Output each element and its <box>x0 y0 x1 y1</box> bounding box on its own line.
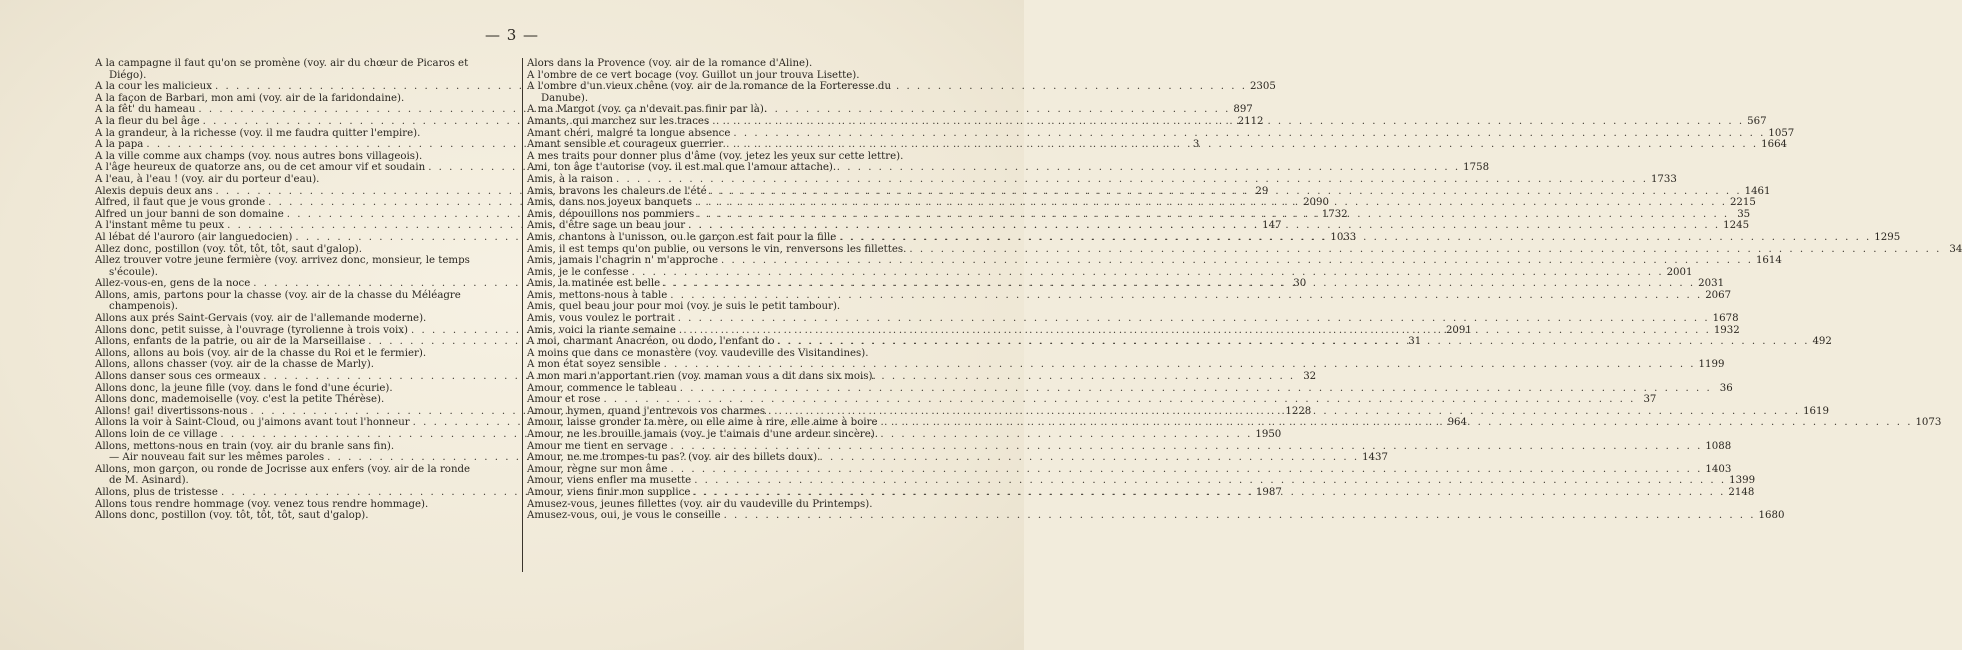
entry-number: 1619 <box>1803 405 1829 417</box>
dot-leader <box>670 464 1702 476</box>
entry-title: Allons, allons chasser (voy. air de la chasse de Marly). <box>95 359 374 371</box>
entry-title: Amusez-vous, oui, je vous le conseille <box>527 510 721 522</box>
dot-leader <box>616 174 1648 186</box>
entry-title: Amis, d'être sage un beau jour <box>527 220 686 232</box>
index-entry <box>95 128 519 140</box>
index-entry <box>95 313 519 325</box>
entry-title: A moi, charmant Anacréon, ou dodo, l'enfant do <box>527 336 775 348</box>
dot-leader <box>680 383 1712 395</box>
entry-title: Allons, plus de tristesse <box>95 486 218 498</box>
entry-title: Allons, amis, partons pour la chasse (voy. air de la chasse du Méléagre <box>95 289 461 301</box>
entry-number: 32 <box>1303 371 1317 383</box>
entry-number: 1614 <box>1755 255 1782 267</box>
dot-leader <box>909 244 1941 256</box>
entry-number: 1733 <box>1650 173 1677 185</box>
entry-number: 36 <box>1719 382 1733 394</box>
index-entry <box>527 359 1725 371</box>
index-entry <box>95 499 519 511</box>
entry-title: Amis, vous voulez le portrait <box>527 313 675 325</box>
entry-title: Amis, mettons-nous à table <box>527 289 668 301</box>
entry-number: 2112 <box>1237 115 1264 127</box>
index-entry <box>527 151 951 163</box>
index-entry <box>95 93 519 105</box>
entry-title: Alfred, il faut que je vous gronde <box>95 197 266 209</box>
dot-leader <box>710 186 1742 198</box>
dot-leader <box>726 139 1758 151</box>
dot-leader <box>603 394 1635 406</box>
dot-leader <box>724 510 1756 522</box>
dot-leader <box>688 220 1720 232</box>
entry-number: 1057 <box>1768 127 1795 139</box>
entry-continuation: champenois). <box>109 301 178 313</box>
entry-title: Amis, il est temps qu'on publie, ou versons le vin, renversons les fillettes. <box>527 243 907 255</box>
entry-number: 1088 <box>1705 440 1732 452</box>
dot-leader <box>712 116 1744 128</box>
index-entry <box>95 244 519 256</box>
index-entry <box>527 127 1795 140</box>
index-entry <box>527 255 1782 267</box>
index-entry <box>527 475 1756 487</box>
entry-number: 2148 <box>1728 486 1755 498</box>
index-entry <box>527 429 951 441</box>
index-entry <box>527 139 1788 151</box>
entry-title: Amour, ne me trompes-tu pas? (voy. air des billets doux). <box>527 452 821 464</box>
index-entry <box>95 290 519 313</box>
entry-title: Allons, mettons-nous en train (voy. air du branle sans fin). <box>95 440 395 452</box>
entry-title: Allons la voir à Saint-Cloud, ou j'aimons avant tout l'honneur <box>95 417 410 429</box>
entry-title: A la campagne il faut qu'on se promène (voy. air du chœur de Picaros et <box>95 58 469 69</box>
entry-title: Allons, enfants de la patrie, ou air de la Marseillaise <box>95 336 366 348</box>
entry-title: Al lébat dé l'auroro (air languedocien) <box>95 231 293 243</box>
dot-leader <box>721 255 1753 267</box>
entry-title: Allez-vous-en, gens de la noce <box>95 278 251 290</box>
entry-number: 1950 <box>1255 429 1282 440</box>
entry-title: Amour, laisse gronder ta mère, ou elle aime à rire, elle aime à boire <box>527 417 878 429</box>
dot-leader <box>697 209 1729 221</box>
entry-number: 1732 <box>1321 208 1348 220</box>
entry-title: A mes traits pour donner plus d'âme (voy. jetez les yeux sur cette lettre). <box>527 150 904 162</box>
index-entry <box>527 510 1785 522</box>
index-entry <box>527 266 1693 279</box>
entry-title: Allons! gai! divertissons-nous <box>95 405 248 417</box>
entry-title: Amour, règne sur mon âme <box>527 463 668 475</box>
entry-continuation: de M. Asinard). <box>109 475 189 487</box>
index-entry <box>527 243 1962 256</box>
entry-title: Amour me tient en servage <box>527 440 668 452</box>
entry-title: Amour, viens finir mon supplice <box>527 486 691 498</box>
entry-number: 2305 <box>1249 81 1276 93</box>
entry-title: Amis, dans nos joyeux banquets <box>527 197 692 209</box>
entry-number: 1664 <box>1761 139 1788 151</box>
entry-number: 1678 <box>1712 313 1739 325</box>
entry-title: A ma Margot (voy. ça n'devait pas finir par là). <box>527 104 768 116</box>
dot-leader <box>694 475 1726 487</box>
entry-title: Allons donc, petit suisse, à l'ouvrage (tyrolienne à trois voix) <box>95 324 408 336</box>
dot-leader <box>679 325 1711 337</box>
entry-title: Allons donc, la jeune fille (voy. dans le fond d'une écurie). <box>95 382 393 394</box>
entry-title: Allons, allons au bois (voy. air de la chasse du Roi et le fermier). <box>95 347 427 359</box>
entry-number: 2031 <box>1698 278 1725 290</box>
entry-number: 2091 <box>1445 324 1472 336</box>
entry-title: Allez donc, postillon (voy. tôt, tôt, tôt, saut d'galop). <box>95 243 362 255</box>
dot-leader <box>678 313 1710 325</box>
entry-number: 1932 <box>1713 324 1740 336</box>
dot-leader <box>778 336 1810 348</box>
entry-number: 1437 <box>1362 452 1388 464</box>
entry-number: 1073 <box>1915 417 1942 429</box>
entry-title: A l'eau, à l'eau ! (voy. air du porteur d'eau). <box>95 173 320 185</box>
index-entry <box>527 463 1732 476</box>
index-entry <box>527 348 951 360</box>
entry-number: 1987 <box>1255 486 1282 498</box>
entry-number: 1680 <box>1758 510 1785 522</box>
entry-title: A la fêt' du hameau <box>95 104 196 116</box>
entry-title: Amour et rose <box>527 394 601 406</box>
entry-title: A la fleur du bel âge <box>95 115 200 127</box>
entry-title: Alexis depuis deux ans <box>95 185 213 197</box>
entry-title: Amis, voici la riante semaine <box>527 324 676 336</box>
entry-title: Allons donc, mademoiselle (voy. c'est la petite Thérèse). <box>95 394 385 406</box>
entry-title: Allons, mon garçon, ou ronde de Jocrisse aux enfers (voy. air de la ronde <box>95 463 471 475</box>
entry-title: Amis, bravons les chaleurs de l'été <box>527 185 707 197</box>
index-entry <box>95 359 519 371</box>
entry-number: 3 <box>1192 139 1200 151</box>
entry-number: 1295 <box>1874 231 1901 243</box>
entry-continuation: s'écoule). <box>109 266 158 278</box>
dot-leader <box>664 359 1696 371</box>
dot-leader <box>663 278 1695 290</box>
index-entry <box>527 382 1733 395</box>
index-entry <box>95 348 519 360</box>
entry-continuation: Danube). <box>541 92 589 104</box>
entry-continuation: Diégo). <box>109 69 147 81</box>
entry-title: Amis, à la raison <box>527 173 613 185</box>
entry-title: Alors dans la Provence (voy. air de la romance d'Aline). <box>527 58 813 69</box>
index-entry <box>95 151 519 163</box>
entry-number: 567 <box>1747 115 1767 127</box>
entry-title: Allons loin de ce village <box>95 429 218 440</box>
entry-number: 30 <box>1293 278 1307 290</box>
entry-number: 1403 <box>1705 463 1732 475</box>
column-divider <box>522 58 523 572</box>
index-entry <box>527 70 951 82</box>
dot-leader <box>695 197 1727 209</box>
index-entry <box>527 104 951 116</box>
page-number: — 3 — <box>484 26 540 44</box>
index-entry <box>527 81 951 104</box>
entry-number: 35 <box>1737 208 1751 220</box>
index-entry <box>527 301 951 313</box>
entry-title: A l'ombre d'un vieux chêne (voy. air de la romance de la Forteresse du <box>527 81 892 93</box>
entry-number: 2090 <box>1303 197 1329 209</box>
index-entry <box>95 174 519 186</box>
index-entry <box>527 440 1732 453</box>
entry-number: 2067 <box>1705 289 1732 301</box>
entry-title: A moins que dans ce monastère (voy. vaudeville des Visitandines). <box>527 347 869 359</box>
entry-title: Amis, jamais l'chagrin n' m'approche <box>527 255 718 267</box>
index-entry <box>527 394 1657 406</box>
index-entry <box>527 173 1677 186</box>
index-entry <box>527 58 951 70</box>
index-entry <box>95 441 519 453</box>
index-entry <box>95 58 519 81</box>
entry-title: Allons tous rendre hommage (voy. venez tous rendre hommage). <box>95 498 429 510</box>
entry-title: A mon mari n'apportant rien (voy. maman vous a dit dans six mois). <box>527 371 876 383</box>
entry-title: Allons aux prés Saint-Gervais (voy. air de l'allemande moderne). <box>95 313 427 325</box>
entry-title: Amis, je le confesse <box>527 266 629 278</box>
entry-title: Amour, hymen, quand j'entrevois vos charmes <box>527 405 766 417</box>
dot-leader <box>768 406 1800 418</box>
entry-number: 964 <box>1447 417 1468 429</box>
entry-title: Amis, dépouillons nos pommiers <box>527 208 695 220</box>
entry-title: Amour, commence le tableau <box>527 382 677 394</box>
entry-title: A la cour les malicieux <box>95 81 212 93</box>
entry-number: 1228 <box>1285 405 1312 417</box>
dot-leader <box>670 441 1702 453</box>
entry-number: 34 <box>1949 243 1962 255</box>
entry-number: 897 <box>1233 104 1253 116</box>
entry-title: Amants, qui marchez sur les traces <box>527 115 710 127</box>
entry-title: Allons danser sous ces ormeaux <box>95 371 261 383</box>
entry-title: Amour, ne les brouille jamais (voy. je t'aimais d'une ardeur sincère). <box>527 429 878 440</box>
entry-title: A l'âge heureux de quatorze ans, ou de cet amour vif et soudain <box>95 162 426 174</box>
entry-title: Amis, quel beau jour pour moi (voy. je suis le petit tambour). <box>527 301 841 313</box>
entry-title: A la papa <box>95 139 144 151</box>
entry-number: 1199 <box>1698 359 1725 371</box>
dot-leader <box>632 267 1664 279</box>
entry-number: 29 <box>1255 185 1269 197</box>
index-entry <box>95 394 519 406</box>
index-entry <box>95 383 519 395</box>
dot-leader <box>733 128 1765 140</box>
index-entry <box>95 255 519 278</box>
entry-title: — Air nouveau fait sur les mêmes paroles <box>109 452 325 464</box>
entry-title: Amant chéri, malgré ta longue absence <box>527 127 731 139</box>
entry-number: 2215 <box>1729 197 1756 209</box>
entry-number: 1033 <box>1330 231 1357 243</box>
entry-title: Amour, viens enfler ma musette <box>527 475 692 487</box>
dot-leader <box>880 417 1912 429</box>
entry-title: Allons donc, postillon (voy. tôt, tôt, tôt, saut d'galop). <box>95 510 369 522</box>
entry-number: 492 <box>1812 336 1832 348</box>
entry-title: A l'instant même tu peux <box>95 220 225 232</box>
dot-leader <box>839 232 1871 244</box>
entry-number: 2001 <box>1666 266 1693 278</box>
entry-title: Allez trouver votre jeune fermière (voy. arrivez donc, monsieur, le temps <box>95 255 470 267</box>
index-entry <box>527 162 951 174</box>
index-entry <box>527 499 951 511</box>
entry-title: Alfred un jour banni de son domaine <box>95 208 284 220</box>
index-entry <box>527 289 1732 302</box>
entry-title: A mon état soyez sensible <box>527 359 661 371</box>
entry-number: 1245 <box>1723 220 1750 232</box>
entry-title: A la grandeur, à la richesse (voy. il me faudra quitter l'empire). <box>95 127 421 139</box>
index-entry <box>95 464 519 487</box>
entry-title: Ami, ton âge t'autorise (voy. il est mal que l'amour attache). <box>527 162 837 174</box>
dot-leader <box>670 290 1702 302</box>
entry-title: A la façon de Barbari, mon ami (voy. air de la faridondaine). <box>95 92 405 104</box>
entry-number: 147 <box>1262 220 1282 232</box>
entry-title: A la ville comme aux champs (voy. nous autres bons villageois). <box>95 150 423 162</box>
entry-number: 37 <box>1643 394 1657 406</box>
index-entry <box>95 510 519 522</box>
entry-number: 1461 <box>1744 185 1771 197</box>
index-entry <box>527 371 951 383</box>
entry-title: Amusez-vous, jeunes fillettes (voy. air du vaudeville du Printemps). <box>527 498 873 510</box>
entry-number: 1758 <box>1463 162 1490 174</box>
entry-title: A l'ombre de ce vert bocage (voy. Guillot un jour trouva Lisette). <box>527 69 860 81</box>
dot-leader <box>693 487 1725 499</box>
entry-title: Amis, la matinée est belle <box>527 278 661 290</box>
entry-number: 31 <box>1408 336 1422 348</box>
entry-number: 1399 <box>1729 475 1756 487</box>
entry-title: Amis, chantons à l'unisson, ou le garçon est fait pour la fille <box>527 231 837 243</box>
index-entry <box>527 313 1739 325</box>
entry-title: Amant sensible et courageux guerrier <box>527 139 724 151</box>
index-entry <box>527 452 951 464</box>
